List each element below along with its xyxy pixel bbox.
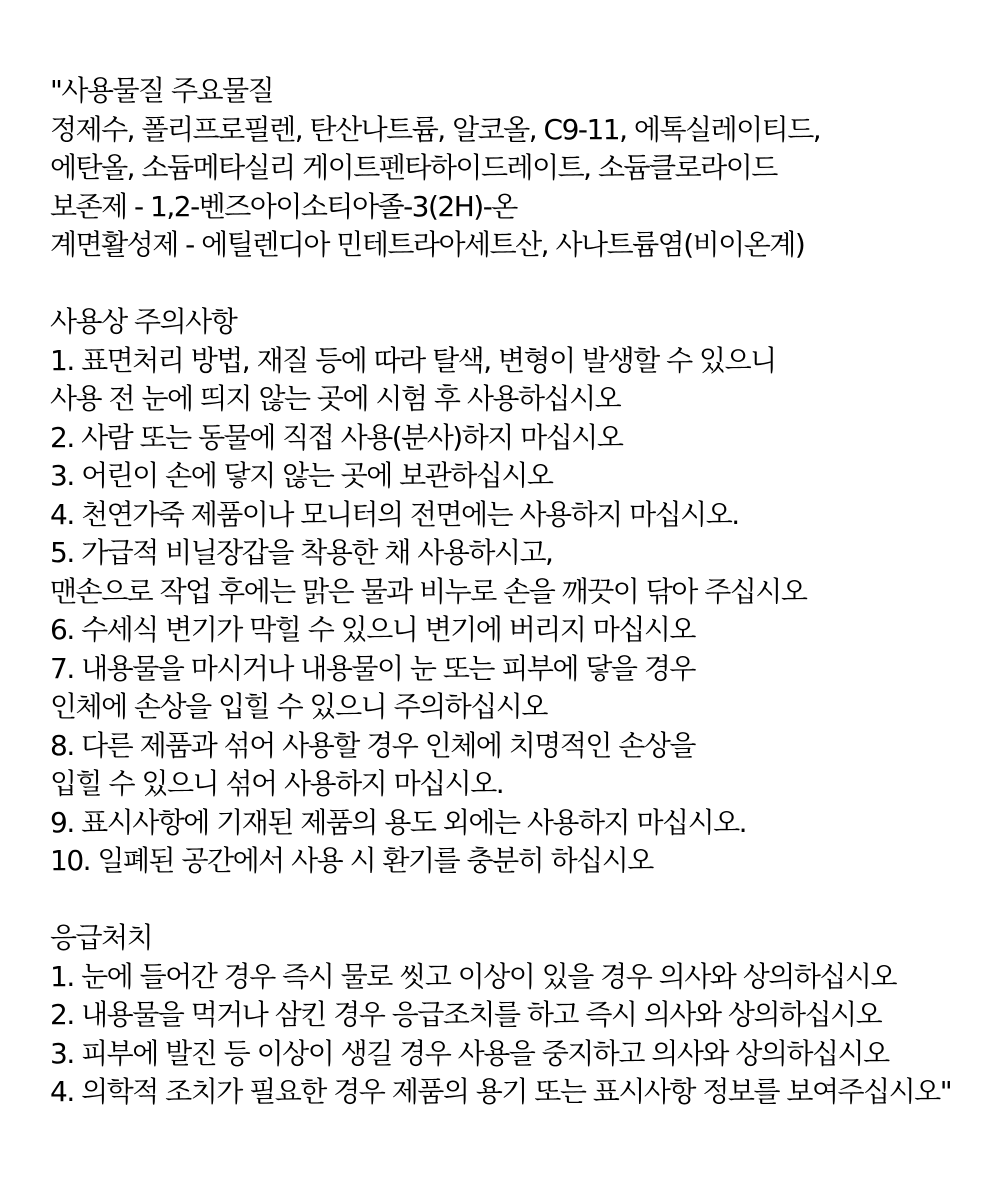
section-spacer bbox=[50, 881, 990, 920]
ingredients-line: 계면활성제 - 에틸렌디아 민테트라아세트산, 사나트륨염(비이온계) bbox=[50, 228, 805, 261]
caution-line: 입힐 수 있으니 섞어 사용하지 마십시오. bbox=[50, 767, 504, 800]
ingredients-line: 에탄올, 소듐메타실리 게이트펜타하이드레이트, 소듐클로라이드 bbox=[50, 151, 777, 184]
caution-line: 9. 표시사항에 기재된 제품의 용도 외에는 사용하지 마십시오. bbox=[50, 805, 747, 839]
caution-line: 1. 표면처리 방법, 재질 등에 따라 탈색, 변형이 발생할 수 있으니 bbox=[50, 343, 776, 377]
caution-line: 6. 수세식 변기가 막힐 수 있으니 변기에 버리지 마십시오 bbox=[50, 613, 695, 646]
caution-line: 3. 어린이 손에 닿지 않는 곳에 보관하십시오 bbox=[50, 459, 553, 492]
caution-line: 7. 내용물을 마시거나 내용물이 눈 또는 피부에 닿을 경우 bbox=[50, 651, 695, 685]
caution-line: 맨손으로 작업 후에는 맑은 물과 비누로 손을 깨끗이 닦아 주십시오 bbox=[50, 574, 807, 608]
first-aid-section bbox=[50, 919, 990, 1112]
cautions-heading: 사용상 주의사항 bbox=[50, 305, 237, 338]
caution-line: 4. 천연가죽 제품이나 모니터의 전면에는 사용하지 마십시오. bbox=[50, 497, 739, 531]
ingredients-line: 정제수, 폴리프로필렌, 탄산나트륨, 알코올, C9-11, 에톡실레이티드, bbox=[50, 112, 821, 146]
product-label-text bbox=[50, 72, 990, 1112]
first-aid-line: 3. 피부에 발진 등 이상이 생길 경우 사용을 중지하고 의사와 상의하십시오 bbox=[50, 1036, 889, 1070]
ingredients-line: 보존제 - 1,2-벤즈아이소티아졸-3(2H)-온 bbox=[50, 189, 517, 223]
first-aid-line: 2. 내용물을 먹거나 삼킨 경우 응급조치를 하고 즉시 의사와 상의하십시오 bbox=[50, 998, 882, 1031]
first-aid-heading: 응급처치 bbox=[50, 921, 153, 954]
caution-line: 5. 가급적 비닐장갑을 착용한 채 사용하시고, bbox=[50, 536, 553, 569]
first-aid-line: 4. 의학적 조치가 필요한 경우 제품의 용기 또는 표시사항 정보를 보여주십시오" bbox=[50, 1075, 952, 1108]
ingredients-line: "사용물질 주요물질 bbox=[50, 74, 274, 107]
cautions-section bbox=[50, 303, 990, 881]
caution-line: 2. 사람 또는 동물에 직접 사용(분사)하지 마십시오 bbox=[50, 420, 623, 454]
caution-line: 10. 일폐된 공간에서 사용 시 환기를 충분히 하십시오 bbox=[50, 844, 653, 877]
section-spacer bbox=[50, 265, 990, 304]
caution-line: 8. 다른 제품과 섞어 사용할 경우 인체에 치명적인 손상을 bbox=[50, 728, 695, 762]
caution-line: 인체에 손상을 입힐 수 있으니 주의하십시오 bbox=[50, 690, 547, 723]
caution-line: 사용 전 눈에 띄지 않는 곳에 시험 후 사용하십시오 bbox=[50, 382, 621, 415]
first-aid-line: 1. 눈에 들어간 경우 즉시 물로 씻고 이상이 있을 경우 의사와 상의하십시오 bbox=[50, 959, 897, 993]
ingredients-section bbox=[50, 72, 990, 265]
